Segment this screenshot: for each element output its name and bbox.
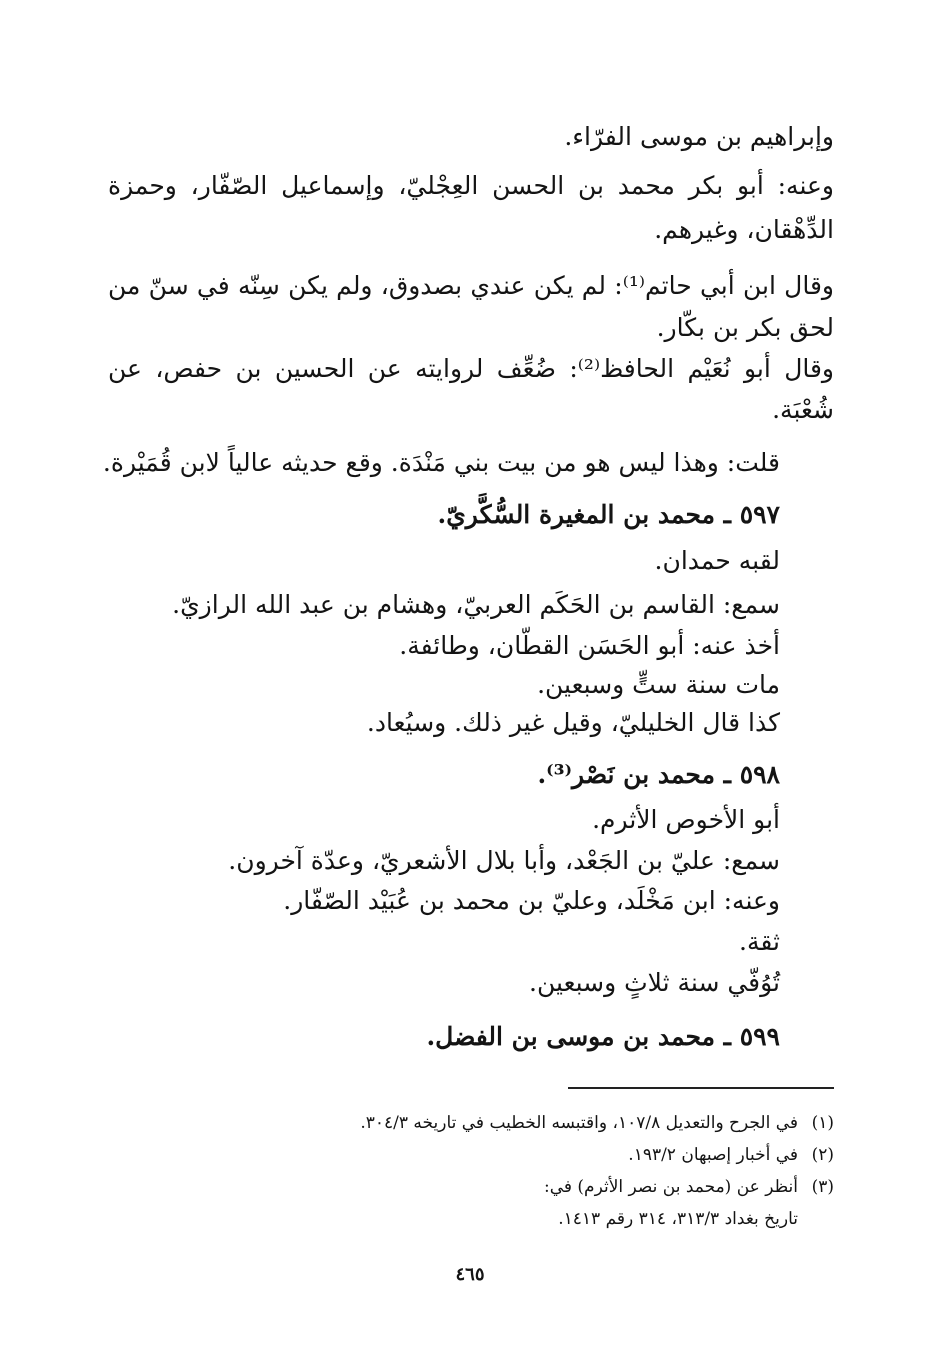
entry-heading-599: ٥٩٩ ـ محمد بن موسى بن الفضل. [426, 1022, 780, 1051]
footnote-text: أنظر عن (محمد بن نصر الأثرم) في: [544, 1177, 798, 1197]
entry-heading-598: ٥٩٨ ـ محمد بن نَصْر⁽³⁾. [537, 760, 780, 789]
text-line: وعنه: أبو بكر محمد بن الحسن العِجْليّ، وإسماعيل الصّفّار، وحمزة [108, 171, 834, 200]
text-line: لحق بكر بن بكّار. [656, 313, 834, 342]
text-line: أبو الأخوص الأثرم. [592, 805, 780, 834]
text-line: لقبه حمدان. [654, 546, 780, 575]
text-line: شُعْبَة. [772, 395, 834, 424]
footnote-3-continuation: تاريخ بغداد ٣١٣/٣، ٣١٤ رقم ١٤١٣. [558, 1209, 798, 1229]
entry-heading-597: ٥٩٧ ـ محمد بن المغيرة السُّكَّريّ. [437, 500, 780, 529]
footnote-number: (١) [811, 1113, 834, 1133]
footnote-text: في أخبار إصبهان ١٩٣/٢. [628, 1145, 798, 1165]
footnote-number: (٢) [811, 1145, 834, 1165]
text-line: كذا قال الخليليّ، وقيل غير ذلك. وسيُعاد. [366, 708, 780, 737]
text-line: وإبراهيم بن موسى الفرّاء. [564, 122, 834, 151]
page-number: ٤٦٥ [455, 1264, 485, 1285]
text-line: ثقة. [739, 927, 780, 956]
footnote-1 [360, 1110, 834, 1136]
text-line: أخذ عنه: أبو الحَسَن القطّان، وطائفة. [399, 631, 780, 660]
text-line: تُوُفّي سنة ثلاثٍ وسبعين. [529, 968, 780, 997]
footnote-2 [628, 1142, 834, 1168]
text-line: سمع: القاسم بن الحَكَم العربيّ، وهشام بن عبد الله الرازيّ. [172, 590, 780, 619]
text-line: وقال ابن أبي حاتم⁽¹⁾: لم يكن عندي بصدوق، ولم يكن سِنّه في سنّ من [108, 271, 834, 300]
text-line: مات سنة ستٍّ وسبعين. [537, 670, 780, 699]
footnote-divider [568, 1087, 834, 1089]
text-line: الدِّهْقان، وغيرهم. [654, 215, 834, 244]
text-line: وعنه: ابن مَخْلَد، وعليّ بن محمد بن عُبَيْد الصّفّار. [283, 886, 780, 915]
footnote-3 [544, 1174, 834, 1200]
text-line: وقال أبو نُعَيْم الحافظ⁽²⁾: ضُعِّف لروايته عن الحسين بن حفص، عن [108, 354, 834, 383]
text-line: قلت: وهذا ليس هو من بيت بني مَنْدَة. وقع حديثه عالياً لابن قُمَيْرة. [102, 448, 780, 477]
text-line: سمع: عليّ بن الجَعْد، وأبا بلال الأشعريّ، وعدّة آخرون. [228, 846, 780, 875]
footnote-text: في الجرح والتعديل ١٠٧/٨، واقتبسه الخطيب في تاريخه ٣٠٤/٣. [360, 1113, 798, 1133]
footnote-number: (٣) [811, 1177, 834, 1197]
